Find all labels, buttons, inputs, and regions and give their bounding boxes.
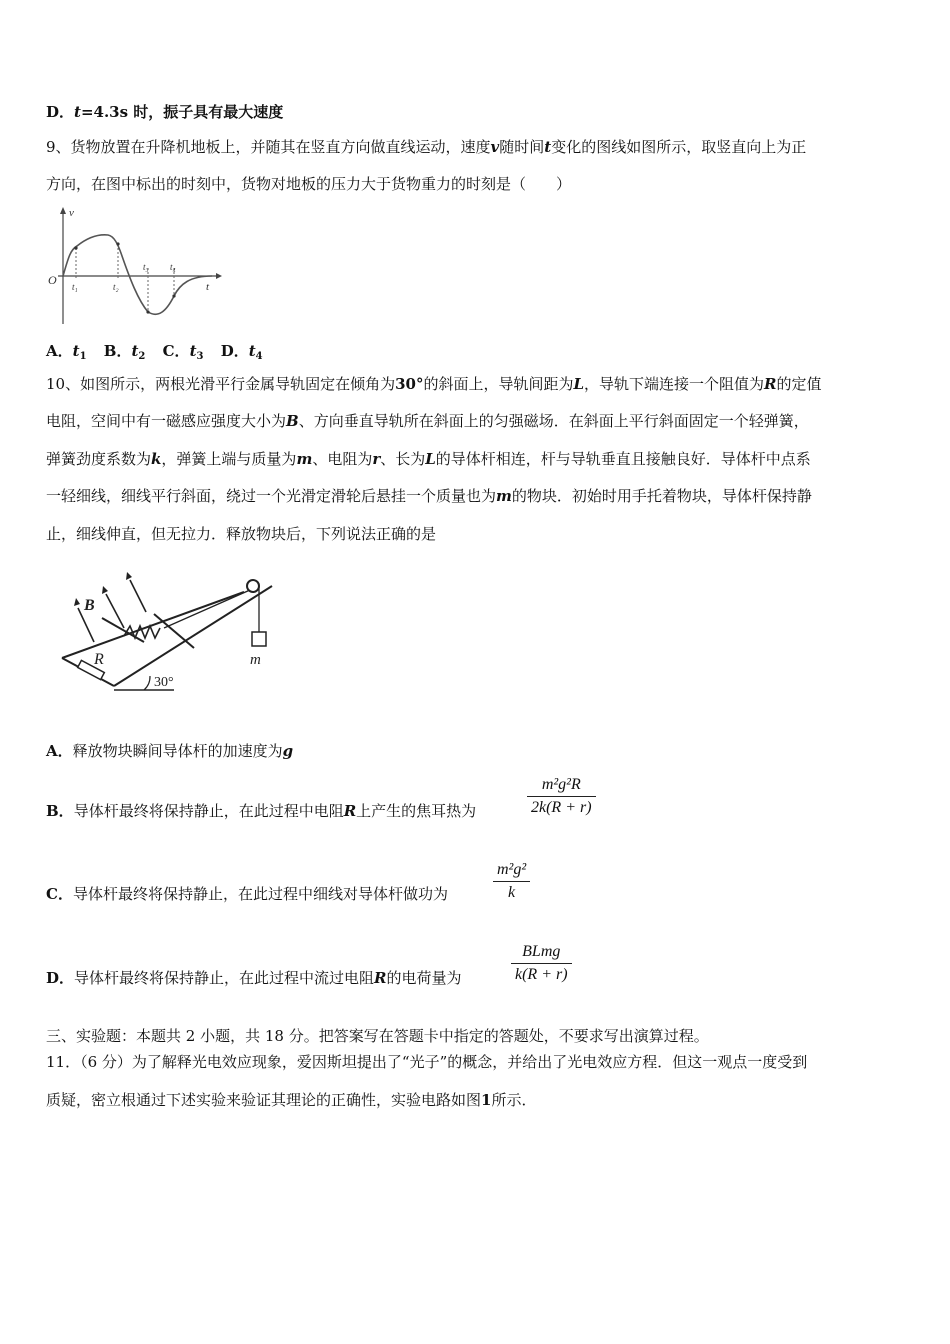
label-t2: t₂ [113,282,119,292]
var-v: v [490,138,500,156]
q10-option-d: D．导体杆最终将保持静止，在此过程中流过电阻R的电荷量为 [46,969,462,987]
q10-stem-line1: 10、如图所示，两根光滑平行金属导轨固定在倾角为30°的斜面上，导轨间距为L，导轨下端连接一个阻值为R的定值 [46,375,822,393]
q10-option-d-formula [511,943,572,984]
q9-option-c: C．$t_3$ [162,342,204,362]
q10-stem-line5: 止，细线伸直，但无拉力．释放物块后，下列说法正确的是 [46,525,437,543]
t3-point [146,310,149,313]
t4-point [172,294,175,297]
label-angle: 30° [154,675,174,690]
v-axis-arrow [60,207,66,214]
label-m: m [250,652,261,668]
b-arrow-3 [130,580,146,612]
q9-stem-line1 [46,137,806,157]
q10-stem-line3: 弹簧劲度系数为k，弹簧上端与质量为m、电阻为r、长为L的导体杆相连，杆与导轨垂直且接触良好．导体杆中点系 [46,450,811,468]
formula-denominator: k(R + r) [511,963,572,984]
prev-option-d [46,102,283,122]
t-axis-arrow [216,273,222,279]
b-arrowhead-1 [74,598,80,606]
var-t: t [74,103,81,121]
label-r: R [94,651,104,668]
q11-stem-line1: 11．（6 分）为了解释光电效应现象，爱因斯坦提出了“光子”的概念，并给出了光电效应方程．但这一观点一度受到 [46,1053,808,1071]
t1-point [74,246,77,249]
q10-option-a: A．释放物块瞬间导体杆的加速度为g [46,742,294,760]
option-letter: D． [46,103,75,121]
q10-option-b: B．导体杆最终将保持静止，在此过程中电阻R上产生的焦耳热为 [46,802,477,820]
label-v: v [69,207,74,219]
q9-option-a: A．$t_1$ [46,342,87,362]
label-t3: t₃ [143,262,149,272]
angle-arc [144,676,150,690]
formula-numerator: m²g² [497,861,527,878]
b-arrowhead-3 [126,572,132,580]
label-origin: O [48,273,57,287]
formula-numerator: BLmg [522,943,561,960]
q10-option-c: C．导体杆最终将保持静止，在此过程中细线对导体杆做功为 [46,885,448,903]
q10-stem-line4: 一轻细线，细线平行斜面，绕过一个光滑定滑轮后悬挂一个质量也为m的物块．初始时用手托着物块，导体杆保持静 [46,487,812,505]
section3-heading: 三、实验题：本题共 2 小题，共 18 分。把答案写在答题卡中指定的答题处，不要求写出演算过程。 [46,1027,709,1045]
q10-stem-line2: 电阻，空间中有一磁感应强度大小为B、方向垂直导轨所在斜面上的匀强磁场．在斜面上平行斜面固定一个轻弹簧， [46,412,809,430]
option-text: =4.3s 时，振子具有最大速度 [80,103,284,121]
pulley [247,580,259,592]
vt-curve [63,235,212,314]
q9-text: 9、货物放置在升降机地板上，并随其在竖直方向做直线运动，速度 [46,138,491,156]
t2-point [116,242,119,245]
q10-option-b-formula [527,776,596,817]
label-t4: t₄ [170,262,176,272]
q11-stem-line2: 质疑，密立根通过下述实验来验证其理论的正确性，实验电路如图1所示． [46,1091,537,1109]
q9-option-b: B．$t_2$ [103,342,146,362]
q10-figure [54,566,284,694]
q10-option-c-formula [493,861,530,902]
formula-numerator: m²g²R [541,776,581,793]
q9-text: 随时间 [499,138,545,156]
label-t: t [206,281,210,293]
b-arrowhead-2 [102,586,108,594]
var-t: t [544,138,552,156]
q9-options [46,341,263,367]
formula-denominator: 2k(R + r) [527,796,596,817]
hanging-block [252,632,266,646]
label-t1: t₁ [72,282,78,292]
q9-stem-line2: 方向，在图中标出的时刻中，货物对地板的压力大于货物重力的时刻是（ ） [46,175,572,193]
rail-upper [114,586,272,686]
formula-denominator: k [493,881,530,902]
q9-vt-graph [44,204,224,328]
conducting-rod [154,614,194,648]
spring [124,626,160,638]
q9-option-d: D．$t_4$ [220,342,263,362]
q9-text: 变化的图线如图所示，取竖直向上为正 [551,138,807,156]
label-b: B [84,597,95,614]
